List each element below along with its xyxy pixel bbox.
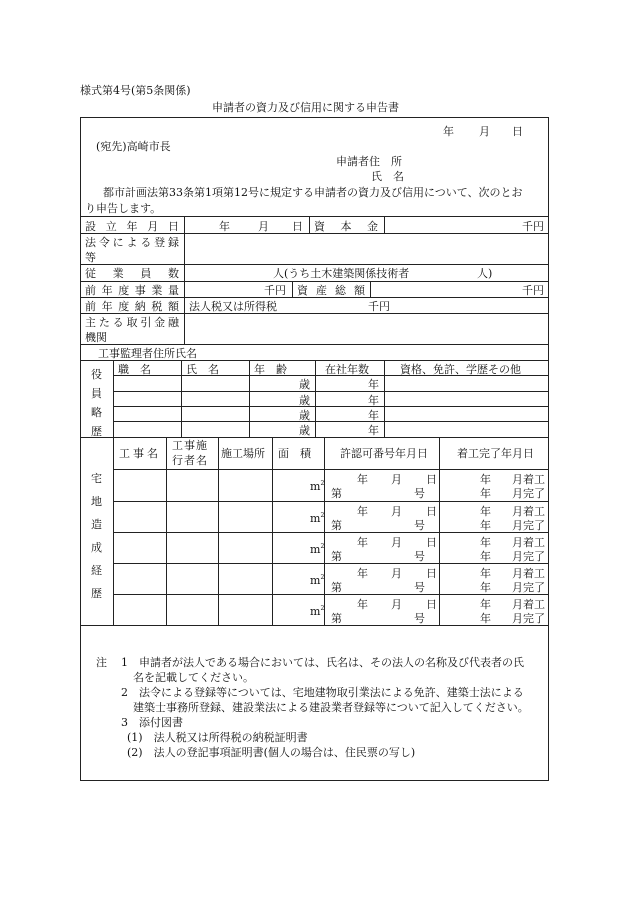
area-unit: $m^2$: [310, 543, 325, 556]
applicant-name-label: 氏 名: [371, 170, 404, 183]
capital-unit: 千円: [522, 220, 544, 233]
label-prev-tax: 前 年 度 納 税 額: [85, 300, 179, 313]
permit-no-suffix: 号: [414, 612, 425, 625]
label-prev-business: 前 年 度 事 業 量: [85, 284, 179, 297]
permit-month: 月: [391, 567, 402, 580]
permit-month: 月: [391, 505, 402, 518]
label-assets: 資 産 総 額: [297, 284, 365, 297]
permit-day: 日: [426, 505, 437, 518]
years-unit: 年: [368, 394, 379, 407]
employees-unit: 人): [477, 267, 493, 280]
age-unit: 歳: [299, 394, 310, 407]
permit-no-suffix: 号: [414, 550, 425, 563]
permit-no-suffix: 号: [414, 581, 425, 594]
header-name: 氏 名: [186, 363, 219, 376]
permit-no-prefix: 第: [331, 581, 342, 594]
header-area: 面 積: [278, 447, 311, 460]
years-unit: 年: [368, 409, 379, 422]
note-3-1: (1) 法人税又は所得税の納税証明書: [127, 731, 308, 744]
note-3-2: (2) 法人の登記事項証明書(個人の場合は、住民票の写し): [127, 746, 416, 759]
label-registration-1: 法 令 に よ る 登 録: [85, 236, 179, 249]
end-month: 月完了: [512, 519, 545, 532]
label-supervisor: 工事監理者住所氏名: [98, 347, 197, 360]
permit-no-prefix: 第: [331, 612, 342, 625]
permit-year: 年: [357, 598, 368, 611]
officers-side-label: 役 員 略 歴: [91, 368, 102, 438]
label-founded: 設 立 年 月 日: [85, 220, 179, 233]
intro-line-1: 都市計画法第33条第1項第12号に規定する申請者の資力及び信用について、次のとお: [103, 186, 523, 199]
permit-no-suffix: 号: [414, 519, 425, 532]
start-year: 年: [480, 505, 491, 518]
end-year: 年: [480, 550, 491, 563]
end-year: 年: [480, 519, 491, 532]
founded-day: 日: [292, 220, 303, 233]
permit-day: 日: [426, 536, 437, 549]
permit-month: 月: [391, 536, 402, 549]
permit-no-prefix: 第: [331, 550, 342, 563]
permit-no-prefix: 第: [331, 487, 342, 500]
permit-no-suffix: 号: [414, 487, 425, 500]
label-bank-1: 主 た る 取 引 金 融: [85, 316, 179, 329]
permit-year: 年: [357, 567, 368, 580]
start-year: 年: [480, 473, 491, 486]
date-year: 年: [443, 125, 454, 138]
note-1-line-2: 名を記載してください。: [133, 671, 254, 684]
tax-type: 法人税又は所得税: [189, 300, 277, 313]
age-unit: 歳: [299, 409, 310, 422]
header-age: 年 齢: [254, 363, 287, 376]
header-work-name: 工事名: [119, 447, 161, 460]
end-month: 月完了: [512, 487, 545, 500]
area-unit: $m^2$: [310, 480, 325, 493]
note-2-line-1: 2 法令による登録等については、宅地建物取引業法による免許、建築士法による: [121, 686, 524, 699]
start-month: 月着工: [512, 598, 545, 611]
years-unit: 年: [368, 424, 379, 437]
area-unit: $m^2$: [310, 574, 325, 587]
date-day: 日: [512, 125, 523, 138]
age-unit: 歳: [299, 378, 310, 391]
form-number: 様式第4号(第5条関係): [80, 84, 191, 97]
start-month: 月着工: [512, 567, 545, 580]
applicant-address-label: 申請者住 所: [336, 155, 402, 168]
permit-day: 日: [426, 598, 437, 611]
end-year: 年: [480, 581, 491, 594]
start-month: 月着工: [512, 505, 545, 518]
end-year: 年: [480, 487, 491, 500]
header-operator-1: 工事施: [172, 439, 208, 452]
permit-no-prefix: 第: [331, 519, 342, 532]
end-month: 月完了: [512, 550, 545, 563]
intro-line-2: り申告します。: [85, 202, 162, 215]
start-year: 年: [480, 567, 491, 580]
end-month: 月完了: [512, 581, 545, 594]
tax-unit: 千円: [368, 300, 390, 313]
permit-year: 年: [357, 473, 368, 486]
end-month: 月完了: [512, 612, 545, 625]
age-unit: 歳: [299, 424, 310, 437]
assets-unit: 千円: [522, 284, 544, 297]
form-title: 申請者の資力及び信用に関する申告書: [212, 101, 399, 114]
permit-day: 日: [426, 567, 437, 580]
header-period: 着工完了年月日: [457, 447, 534, 460]
header-post: 職 名: [118, 363, 151, 376]
note-1-line-1: 1 申請者が法人である場合においては、氏名は、その法人の名称及び代表者の氏: [121, 656, 524, 669]
permit-month: 月: [391, 598, 402, 611]
founded-year: 年: [219, 220, 230, 233]
founded-month: 月: [258, 220, 269, 233]
area-unit: $m^2$: [310, 605, 325, 618]
label-registration-2: 等: [85, 251, 96, 264]
start-month: 月着工: [512, 536, 545, 549]
end-year: 年: [480, 612, 491, 625]
notes-label: 注: [96, 656, 107, 669]
note-3: 3 添付図書: [121, 716, 183, 729]
prev-business-unit: 千円: [264, 284, 286, 297]
label-bank-2: 機関: [85, 331, 107, 344]
header-operator-2: 行者名: [172, 454, 208, 467]
years-unit: 年: [368, 378, 379, 391]
permit-month: 月: [391, 473, 402, 486]
permit-year: 年: [357, 505, 368, 518]
header-years: 在社年数: [325, 363, 369, 376]
label-employees: 従 業 員 数: [85, 267, 179, 280]
addressee: (宛先)高崎市長: [96, 140, 171, 153]
header-place: 施工場所: [221, 447, 265, 460]
permit-day: 日: [426, 473, 437, 486]
employees-value: 人(うち土木建築関係技術者: [273, 267, 410, 280]
start-year: 年: [480, 598, 491, 611]
area-unit: $m^2$: [310, 512, 325, 525]
history-side-label: 宅 地 造 成 経 歴: [91, 472, 102, 600]
note-2-line-2: 建築士事務所登録、建設業法による建設業者登録等について記入してください。: [133, 701, 529, 714]
permit-year: 年: [357, 536, 368, 549]
label-capital: 資 本 金: [314, 220, 378, 233]
header-qualifications: 資格、免許、学歴その他: [400, 363, 521, 376]
date-month: 月: [479, 125, 490, 138]
start-year: 年: [480, 536, 491, 549]
header-permit: 許認可番号年月日: [340, 447, 428, 460]
start-month: 月着工: [512, 473, 545, 486]
